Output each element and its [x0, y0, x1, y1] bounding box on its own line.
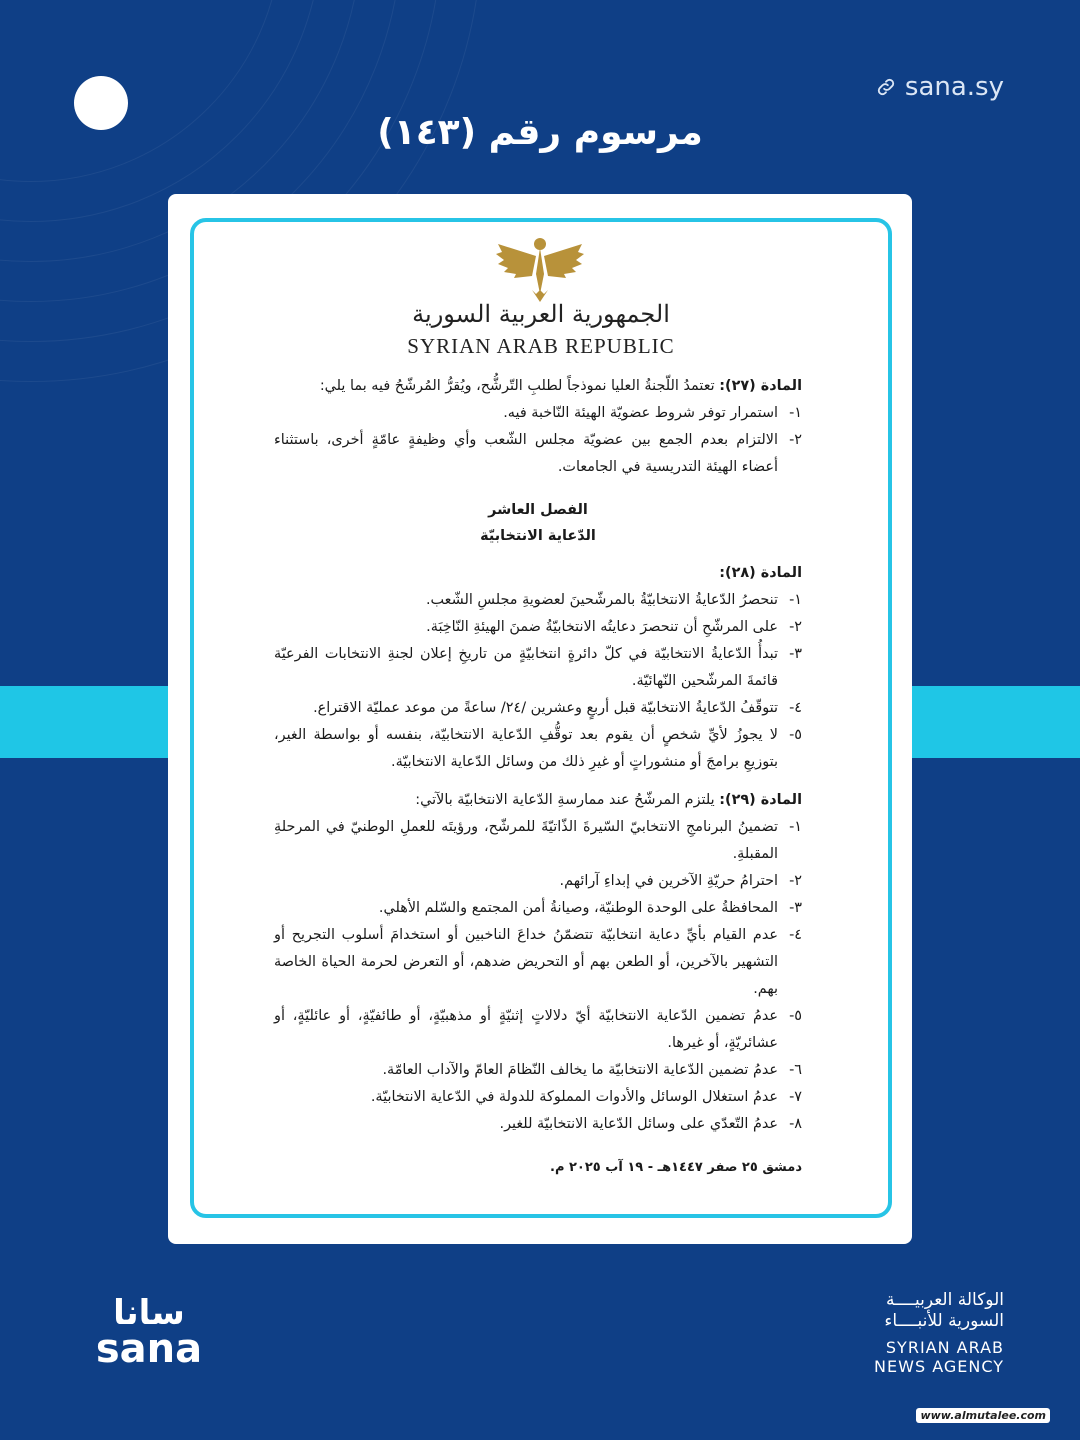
- watermark: www.almutalee.com: [916, 1408, 1050, 1423]
- document-card: [168, 194, 912, 1244]
- article-27-text: تعتمدُ اللّجنةُ العليا نموذجاً لطلبِ التّرشُّح، ويُقرُّ المُرشّحُ فيه بما يلي:: [319, 378, 720, 394]
- list-item: ٤- تتوقّفُ الدّعايةُ الانتخابيّة قبل أربعٍ وعشرين /٢٤/ ساعةً من موعد عمليّة الاقتراع.: [313, 700, 802, 716]
- decree-text: [274, 372, 802, 1175]
- list-item: ٣- تبدأُ الدّعايةُ الانتخابيّة في كلّ دائرةٍ انتخابيّةٍ من تاريخِ إعلان لجنةِ الانتخابات الفرعيّة قائمةَ المرشّحين النّهائيّة.: [274, 646, 802, 689]
- signature-date: دمشق ٢٥ صفر ١٤٤٧هـ - ١٩ آب ٢٠٢٥ م.: [550, 1160, 802, 1175]
- list-item: ٧- عدمُ استغلال الوسائل والأدوات المملوكة للدولة في الدّعاية الانتخابيّة.: [370, 1089, 802, 1105]
- list-item: ٦- عدمُ تضمين الدّعاية الانتخابيّة ما يخالف النّظامَ العامّ والآداب العامّة.: [382, 1062, 802, 1078]
- article-28-items: [274, 587, 802, 776]
- agency-name-arabic-1: الوكالة العربيــــة: [885, 1290, 1004, 1310]
- page-title: مرسوم رقم (١٤٣): [377, 112, 703, 153]
- chapter-title: الدّعاية الانتخابيّة: [480, 528, 596, 544]
- site-link[interactable]: [875, 72, 1004, 102]
- article-29-items: [274, 814, 802, 1138]
- list-item: ٢- احترامُ حريّةِ الآخرين في إبداءِ آرائهم.: [559, 873, 802, 889]
- site-url: sana.sy: [904, 72, 1004, 102]
- list-item: ٨- عدمُ التّعدّي على وسائل الدّعاية الانتخابيّة للغير.: [499, 1116, 802, 1132]
- list-item: ٣- المحافظةُ على الوحدة الوطنيّة، وصيانةُ أمن المجتمع والسّلم الأهلي.: [378, 900, 802, 916]
- list-item: ٤- عدم القيام بأيِّ دعاية انتخابيّة تتضمّنُ خداعَ الناخبين أو استخدامَ أسلوب التجريح أو التشهير بالآخرين، أو الطعن بهم أو التحريض ضدهم، أو التعرض لحرمة الحياة الخاصة بهم.: [274, 927, 802, 997]
- article-29: [274, 786, 802, 814]
- svg-text:سانا: سانا: [113, 1293, 185, 1333]
- article-28: [274, 559, 802, 587]
- list-item: ١- تضمينُ البرنامجِ الانتخابيّ السّيرةَ الذّاتيّةَ للمرشّح، ورؤيتَه للعملِ الوطنيّ في المرحلةِ المقبلةِ.: [274, 819, 802, 862]
- article-29-head: المادة (٢٩):: [719, 792, 802, 808]
- article-27-items: [274, 400, 802, 481]
- agency-name-english-2: NEWS AGENCY: [874, 1357, 1004, 1376]
- list-item: ١- استمرار توفر شروط عضويّة الهيئة النّاخبة فيه.: [503, 405, 802, 421]
- list-item: ٥- عدمُ تضمين الدّعاية الانتخابيّة أيّ دلالاتٍ إثنيّةٍ أو مذهبيّةٍ، أو طائفيّةٍ، أو عائليّةٍ، أو عشائريّةٍ، أو غيرها.: [274, 1008, 802, 1051]
- link-icon: [875, 76, 897, 98]
- list-item: ٢- الالتزام بعدم الجمع بين عضويّة مجلس الشّعب وأي وظيفةٍ عامّةٍ أخرى، باستثناء أعضاء الهيئة التدريسية في الجامعات.: [274, 432, 802, 475]
- republic-name-english: SYRIAN ARAB REPUBLIC: [407, 334, 675, 358]
- agency-name-english-1: SYRIAN ARAB: [885, 1338, 1004, 1357]
- agency-name-arabic-2: السورية للأنبــــاء: [884, 1311, 1004, 1331]
- article-27-head: المادة (٢٧):: [719, 378, 802, 394]
- list-item: ٥- لا يجوزُ لأيِّ شخصٍ أن يقوم بعد توقُّفِ الدّعاية الانتخابيّة، بنفسه أو بواسطة الغير، بتوزيعِ برامجَ أو منشوراتٍ أو غيرِ ذلك من وسائل الدّعاية الانتخابيّة.: [274, 727, 802, 770]
- list-item: ٢- على المرشّحِ أن تنحصرَ دعايتُه الانتخابيّةُ ضمنَ الهيئةِ النّاخِبَة.: [426, 619, 802, 635]
- agency-name: [874, 1290, 1004, 1376]
- svg-text:sana: sana: [95, 1326, 203, 1366]
- list-item: ١- تنحصرُ الدّعايةُ الانتخابيّةُ بالمرشّحينَ لعضويةِ مجلسِ الشّعب.: [425, 592, 802, 608]
- article-29-text: يلتزم المرشّحُ عند ممارسةِ الدّعاية الانتخابيّة بالآتي:: [415, 792, 720, 808]
- eagle-emblem-icon: [492, 234, 588, 304]
- chapter-heading: الفصل العاشر: [488, 502, 588, 518]
- article-27: [274, 372, 802, 400]
- republic-name-arabic: الجمهورية العربية السورية: [412, 300, 670, 328]
- sana-logo: [74, 1290, 224, 1366]
- article-28-head: المادة (٢٨):: [719, 565, 802, 581]
- decree-document: [190, 218, 892, 1218]
